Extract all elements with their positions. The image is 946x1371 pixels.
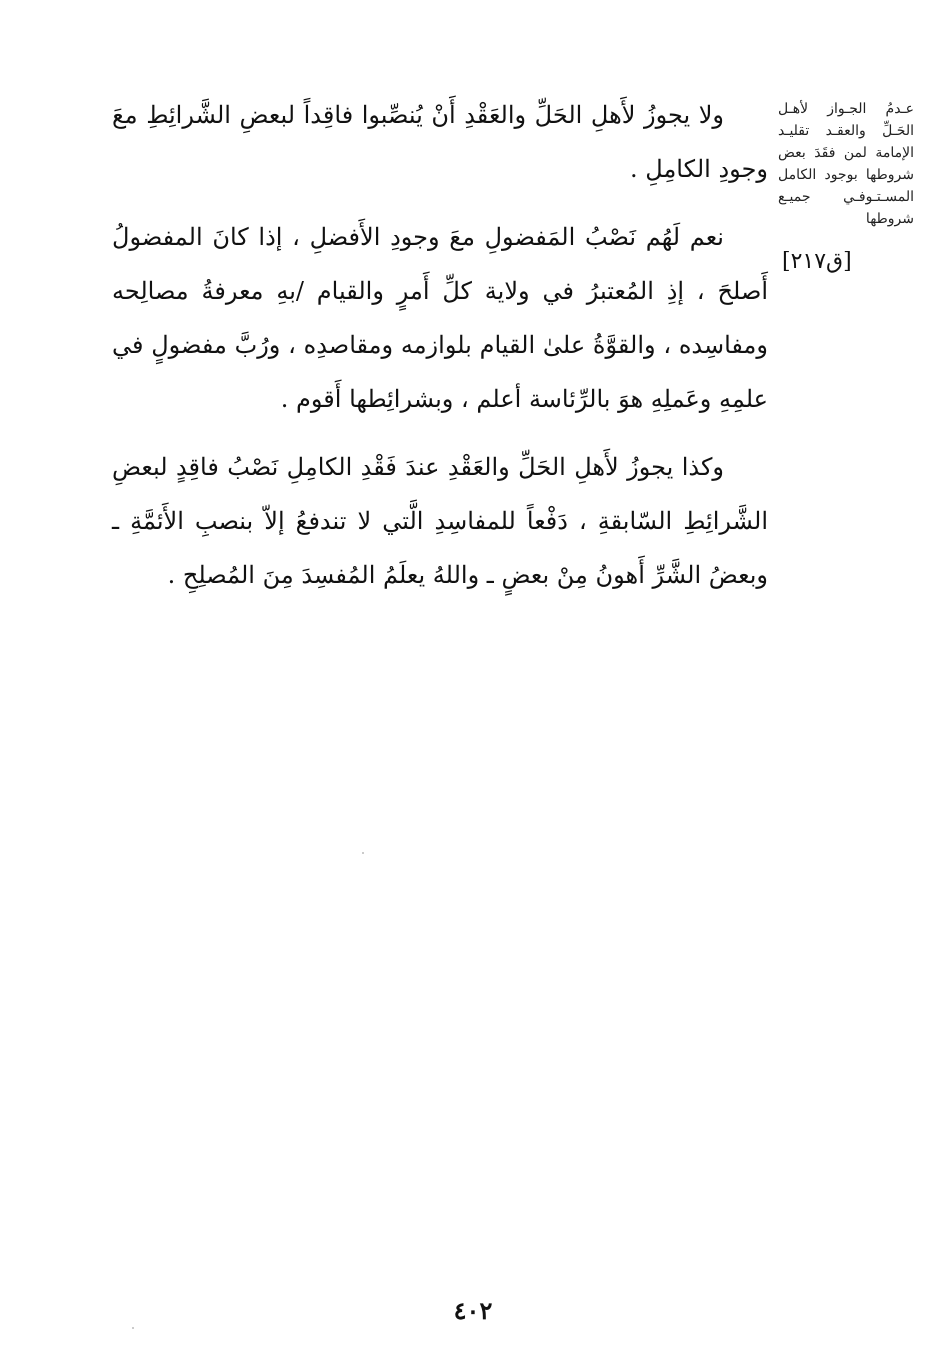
paragraph-2: نعم لَهُم نَصْبُ المَفضولِ معَ وجودِ الأَفضلِ ، إذا كانَ المفضولُ أَصلحَ ، إذِ المُعتبرُ في ولاية كلِّ أَمرٍ والقيام /بهِ معرفةُ مصالِحه ومفاسِده ، والقوَّةُ علىٰ القيام بلوازمه ومقاصدِه ، ورُبَّ مفضولٍ في علمِهِ وعَملِهِ هوَ بالرِّئاسة أعلم ، وبشرائِطها أَقوم . [112, 223, 768, 413]
scan-speck [362, 852, 364, 854]
margin-note-text: عـدمُ الجـواز لأهـل الحَـلِّ والعقـد تقليـد الإمامة لمن فقَدَ بعض شروطها بوجود الكامل المسـتـوفـي جميـع شروطها [778, 101, 914, 227]
scan-speck [132, 1327, 134, 1329]
folio-marker: [ق٢١٧] [782, 249, 852, 274]
main-text [112, 88, 768, 616]
paragraph-1: ولا يجوزُ لأَهلِ الحَلِّ والعَقْدِ أَنْ يُنصِّبوا فاقِداً لبعضِ الشَّرائِطِ معَ وجودِ الكامِلِ . [112, 101, 768, 183]
page-number: ٤٠٢ [453, 1296, 493, 1325]
paragraph-3: وكذا يجوزُ لأَهلِ الحَلِّ والعَقْدِ عندَ فَقْدِ الكامِلِ نَصْبُ فاقِدٍ لبعضِ الشَّرائِطِ السّابقةِ ، دَفْعاً للمفاسِدِ الَّتي لا تندفعُ إلاّ بنصبِ الأَئمَّةِ ـ وبعضُ الشَّرِّ أَهونُ مِنْ بعضٍ ـ واللهُ يعلَمُ المُفسِدَ مِنَ المُصلِحِ . [112, 453, 768, 589]
margin-note [778, 98, 914, 230]
